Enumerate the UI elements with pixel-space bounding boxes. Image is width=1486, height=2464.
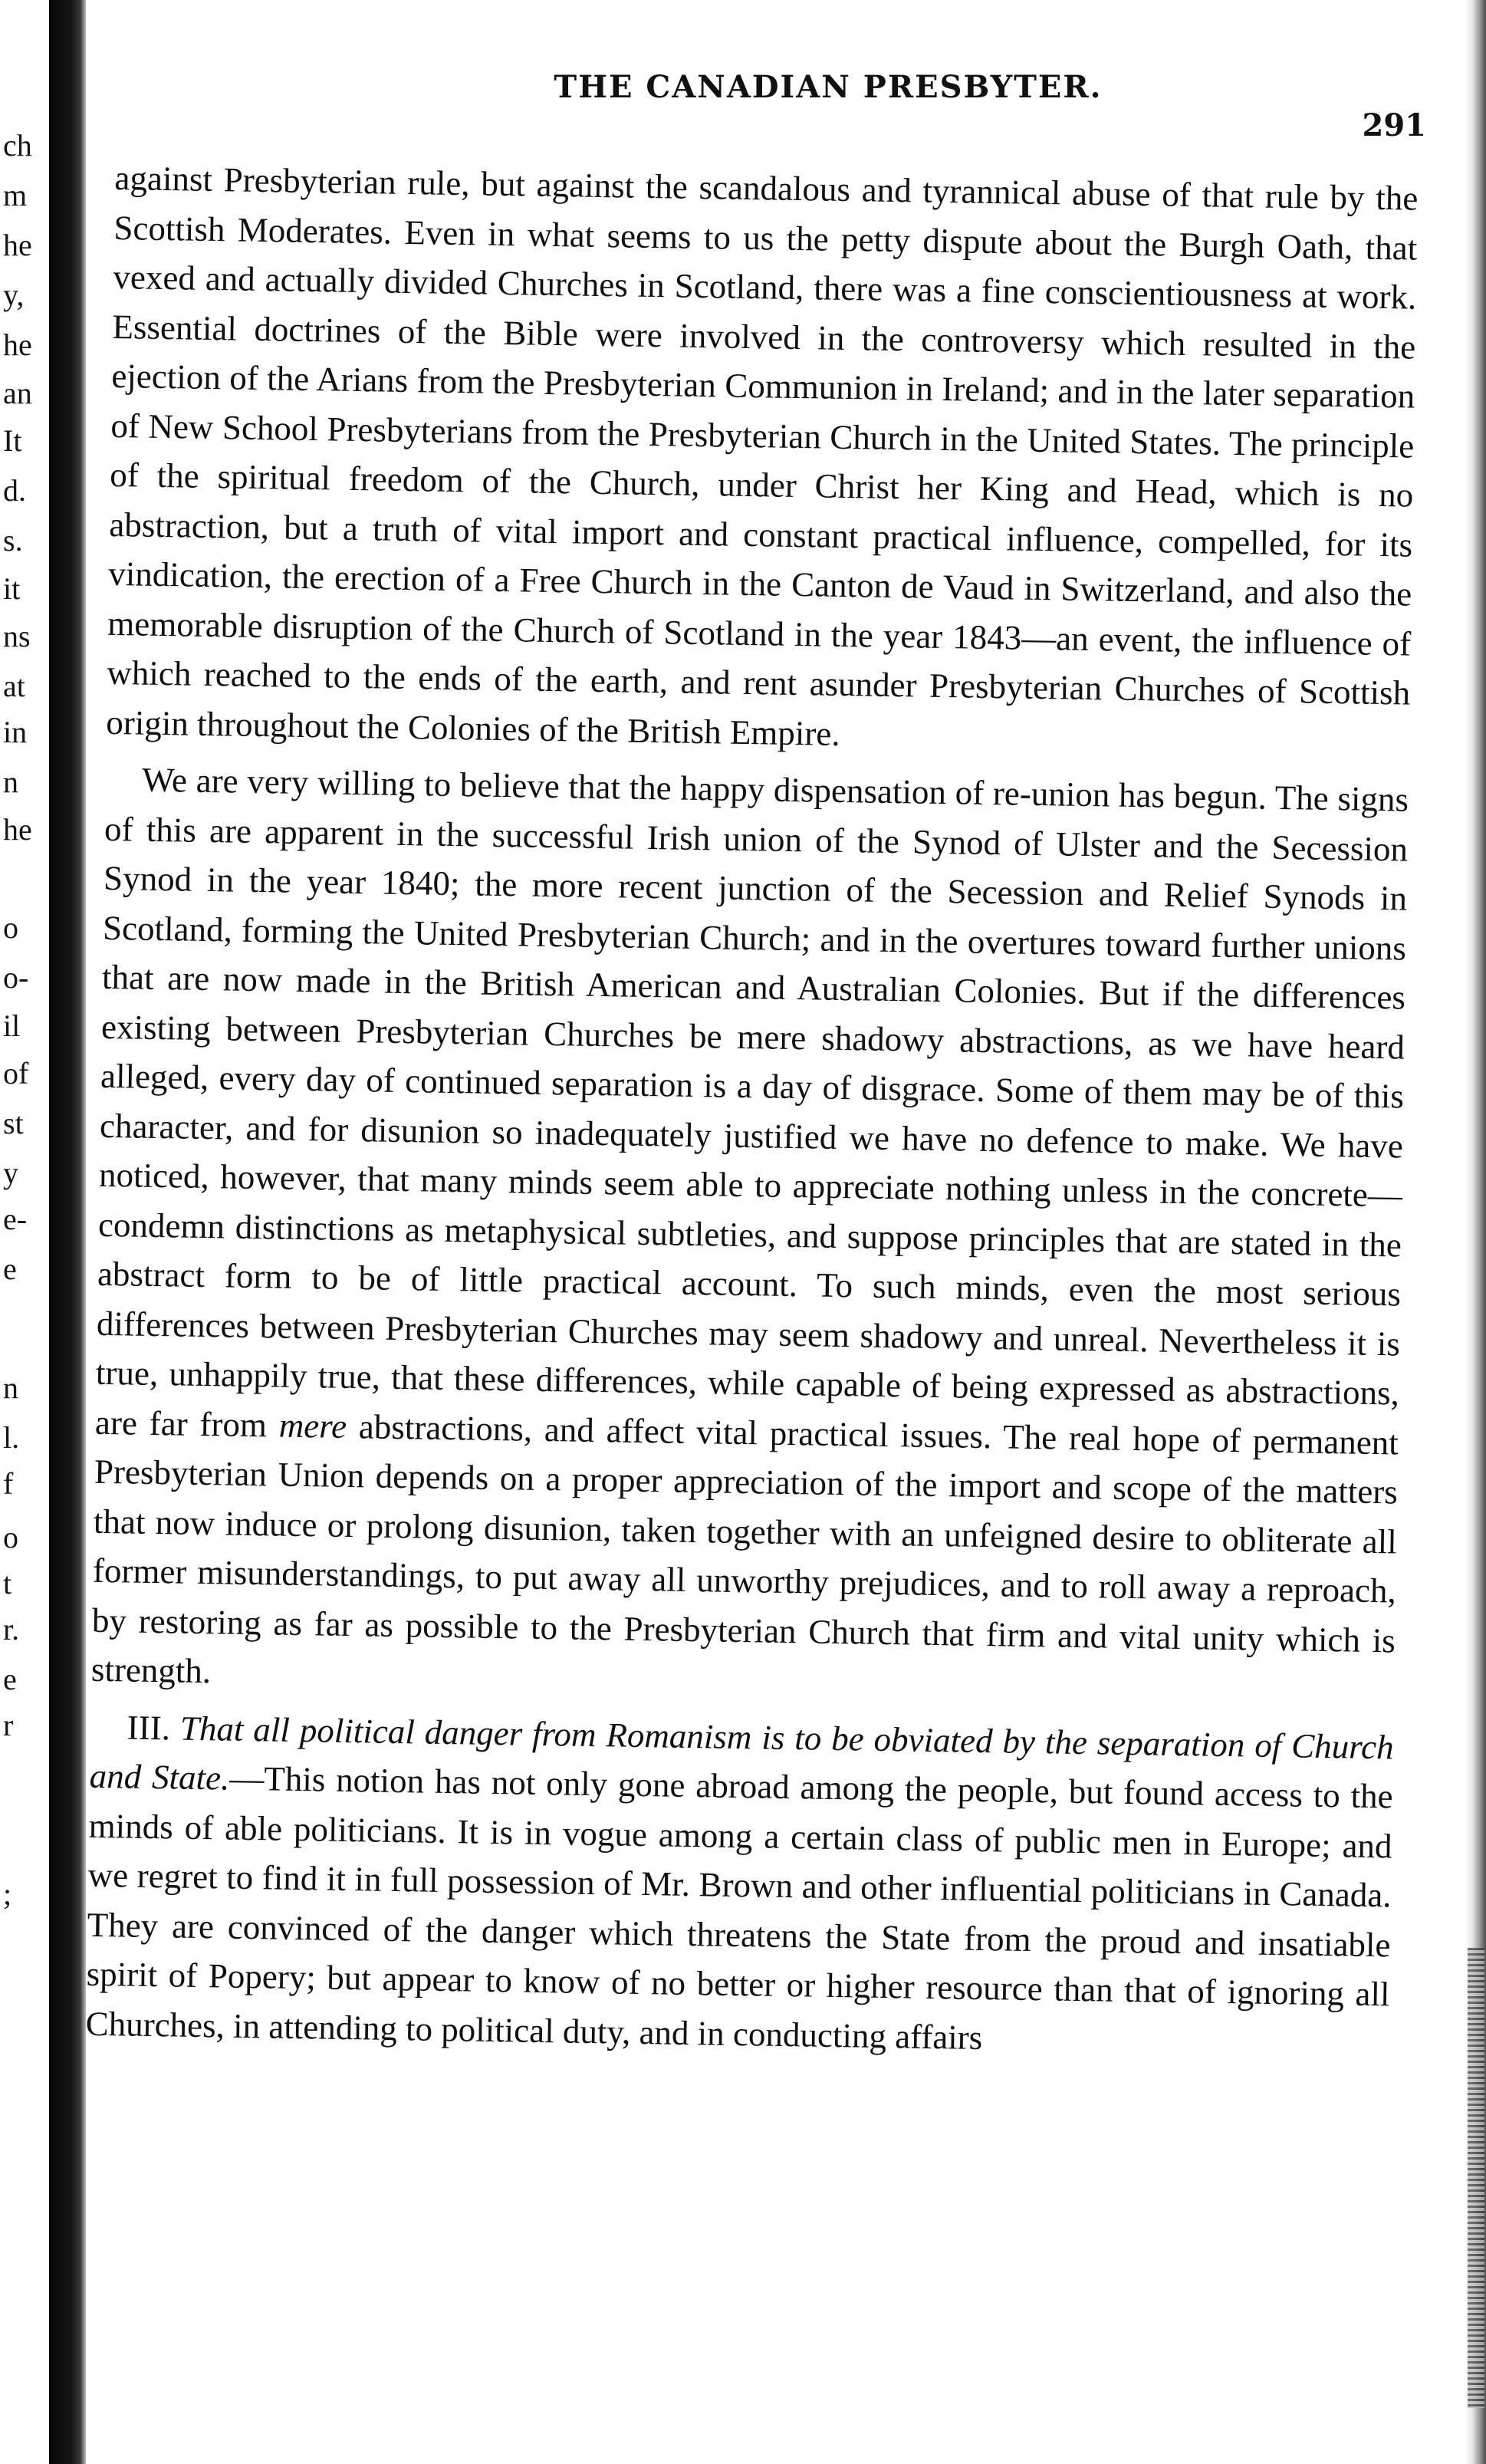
running-title: THE CANADIAN PRESBYTER. [554,69,1103,105]
margin-fragment: s. [3,523,23,558]
margin-fragment: st [3,1106,24,1140]
page-edge [1465,0,1486,2464]
margin-fragment: il [3,1008,21,1043]
margin-fragment: o- [3,960,29,995]
paragraph-reunion [90,755,1409,1715]
margin-fragment: e [3,1662,17,1696]
section-heading: That all political danger from Romanism is to be obviated by the separation of Church and State. [89,1709,1394,1798]
body-text [85,153,1419,2068]
margin-fragment: m [3,178,28,212]
margin-fragment: it [3,571,21,606]
paragraph-text: We are very willing to believe that the happy dispensation of re-union has begun. The signs of this are apparent in the successful Irish union of the Synod of Ulster and the Secession Synod in the year 1840; the more recent junction of the Secession and Relief Synods in Scotland, forming the United Presbyterian Church; and in the overtures toward further unions that are now made in the British American and Australian Colonies. But if the differences existing between Presbyterian Churches be mere shadowy abstractions, as we have heard alleged, every day of continued separation is a day of disgrace. Some of them may be of this character, and for disunion so inadequately justified we have no defence to make. We have noticed, however, that many minds seem able to appreciate nothing unless in the concrete—condemn distinctions as metaphysical subtleties, and suppose principles that are stated in the abstract form to be of little practical account. To such minds, even the most serious differences between Presbyterian Churches may seem shadowy and unreal. Nevertheless it is true, unhappily true, that these differences, while capable of being expressed as abstractions, are far from [94,760,1409,1444]
margin-fragment: o [3,910,18,945]
margin-fragment: n [3,1370,18,1405]
margin-fragment: ch [3,128,32,163]
margin-fragment: he [3,812,32,847]
margin-fragment: he [3,228,32,262]
paragraph-text: —This notion has not only gone abroad among the people, but found access to the minds of able politicians. It is in vogue among a certain class of public men in Europe; and we regret to find it in full possession of Mr. Brown and other influential politicians in Canada. They are convinced of the danger which threatens the State from the proud and insatiable spirit of Popery; but appear to know of no better or higher resource than that of ignoring all Churches, in attending to political duty, and in conducting affairs [85,1758,1393,2057]
page-number: 291 [1362,107,1426,143]
section-numeral: III. [127,1708,171,1747]
margin-fragment: r [3,1708,14,1742]
book-binding-gutter [49,0,86,2464]
margin-fragment: It [3,423,22,458]
margin-fragment: in [3,715,28,749]
previous-page-margin [0,0,46,2464]
margin-fragment: o [3,1520,18,1554]
paragraph-text: abstractions, and affect vital practical issues. The real hope of permanent Presbyterian Union depends on a proper appreciation of the import and scope of the matters that now induce or prolong disunion, taken together with an unfeigned desire to obliterate all former misunderstandings, to put away all unworthy prejudices, and to roll away a reproach, by restoring as far as possible to the Presbyterian Church that firm and vital unity which is strength. [90,1406,1399,1691]
page-edge-texture [1468,1948,1484,2408]
margin-fragment: n [3,765,18,799]
margin-fragment: e- [3,1202,28,1236]
margin-fragment: ns [3,619,31,653]
book-page [85,61,1426,2423]
margin-fragment: he [3,327,32,362]
margin-fragment: y, [3,278,25,312]
margin-fragment: at [3,669,25,703]
margin-fragment: d. [3,473,26,508]
margin-fragment: an [3,376,32,410]
paragraph-section-three [85,1702,1394,2068]
margin-fragment: r. [3,1612,20,1647]
margin-fragment: of [3,1056,29,1091]
margin-fragment: t [3,1566,12,1600]
margin-fragment: l. [3,1420,20,1455]
margin-fragment: y [3,1156,18,1190]
margin-fragment: f [3,1466,14,1501]
margin-fragment: ; [3,1877,12,1911]
paragraph-continued: against Presbyterian rule, but against the scandalous and tyrannical abuse of that rule by the Scottish Moderates. Even in what seems to us the petty dispute about the Burgh Oath, that vexed and actually divided Churches in Scotland, there was a fine conscientiousness at work. Essential doctrines of the Bible were involved in the controversy which resulted in the ejection of the Arians from the Presbyterian Communion in Ireland; and in the later separation of New School Presbyterians from the Presbyterian Church in the United States. The principle of the spiritual freedom of the Church, under Christ her King and Head, which is no abstraction, but a truth of vital import and constant practical influence, compelled, for its vindication, the erection of a Free Church in the Canton de Vaud in Switzerland, and also the memorable disruption of the Church of Scotland in the year 1843—an event, the influence of which reached to the ends of the earth, and rent asunder Presbyterian Churches of Scottish origin throughout the Colonies of the British Empire. [105,158,1419,753]
margin-fragment: e [3,1252,17,1286]
emphasis-text: mere [278,1406,347,1446]
